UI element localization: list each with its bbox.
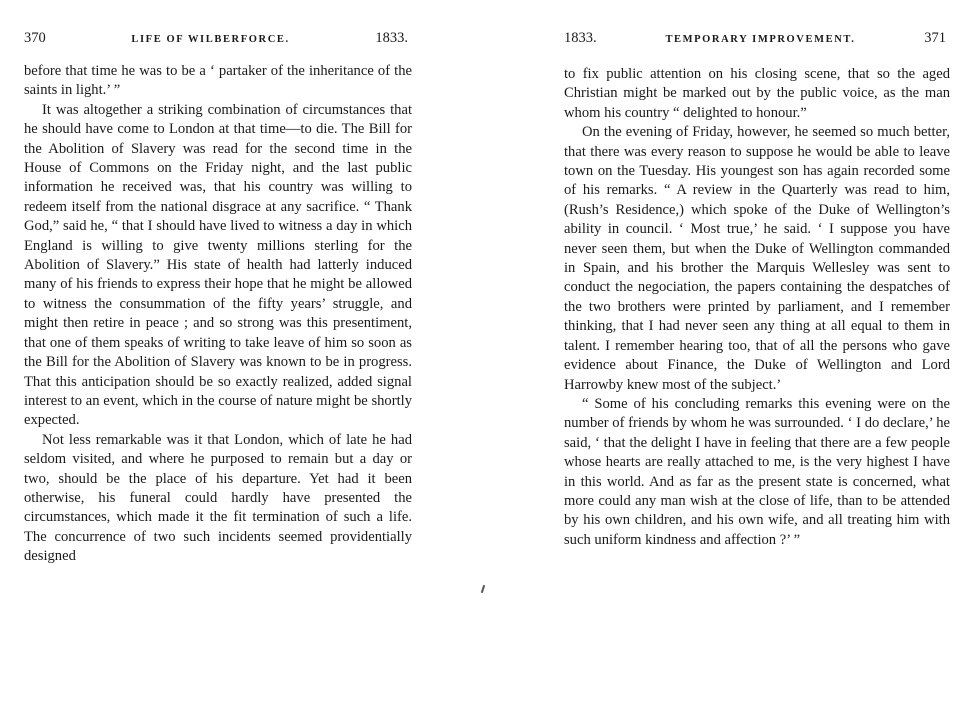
left-page-year: 1833. xyxy=(375,30,408,46)
right-paragraph-2: On the evening of Friday, however, he seemed so much better, that there was every reason to suppose he would be able to leave town on the Tuesday. His youngest son has again recorded some of his remarks. “ A review in the Quarterly was read to him, (Rush’s Residence,) which spoke of the Duke of Wellington’s ability in council. ‘ Most true,’ he said. ‘ I suppose you have never seen them, but when the Duke of Wellington commanded in Spain, and his brother the Marquis Wellesley was sent to conduct the negociation, the papers containing the despatches of the two brothers were printed by parliament, and I remember thinking, that I had never seen any thing at all equal to them in talent. I remember hearing too, that of all the persons who gave evidence about Finance, the Duke of Wellington and Lord Harrowby knew most of the subject.’ xyxy=(564,124,950,393)
right-page-year: 1833. xyxy=(564,30,597,46)
right-paragraph-1: to fix public attention on his closing scene, that so the aged Christian might be marked out by the public voice, as the man whom his country “ delighted to honour.” xyxy=(564,66,950,121)
right-page-body xyxy=(564,65,950,550)
gutter-mark xyxy=(481,585,485,593)
left-page-body xyxy=(24,62,412,567)
left-paragraph-1: before that time he was to be a ‘ partaker of the inheritance of the saints in light.’ ” xyxy=(24,63,412,99)
left-running-title: LIFE OF WILBERFORCE. xyxy=(131,34,290,45)
right-paragraph-3: “ Some of his concluding remarks this evening were on the number of friends by whom he was surrounded. ‘ I do declare,’ he said, ‘ that the delight I have in feeling that there are a few people whose hearts are really attached to me, is the very highest I have in this world. And as far as the present state is concerned, what more could any man wish at the close of life, than to be attended by his own children, and his own wife, and all treating him with such uniform kindness and affection ?’ ” xyxy=(564,395,950,548)
left-page-header xyxy=(24,30,408,54)
left-paragraph-2: It was altogether a striking combination of circumstances that he should have come to London at that time—to die. The Bill for the Abolition of Slavery was read for the second time in the House of Commons on the Friday night, and the last public information he received was, that his country was willing to redeem itself from the national disgrace at any sacrifice. “ Thank God,” said he, “ that I should have lived to witness a day in which England is willing to give twenty millions sterling for the Abolition of Slavery.” His state of health had latterly induced many of his friends to express their hope that he might be allowed to witness the consummation of the fifty years’ struggle, and might then retire in peace ; and so strong was this presentiment, that one of them speaks of writing to take leave of him so soon as the Bill for the Abolition of Slavery was known to be in progress. That this anticipation should be so exactly realized, added signal interest to an event, which in the course of nature might be shortly expected. xyxy=(24,101,412,429)
left-page-number: 370 xyxy=(24,30,46,46)
right-page xyxy=(560,0,950,705)
left-paragraph-3: Not less remarkable was it that London, which of late he had seldom visited, and where he purposed to remain but a day or two, should be the place of his departure. Yet had it been otherwise, his funeral could hardly have presented the circumstances, which made it the fit termination of such a life. The concurrence of two such incidents seemed providentially designed xyxy=(24,431,412,565)
left-page xyxy=(20,0,412,705)
right-running-title: TEMPORARY IMPROVEMENT. xyxy=(665,34,856,45)
right-page-number: 371 xyxy=(924,30,946,46)
right-page-header xyxy=(564,30,946,54)
